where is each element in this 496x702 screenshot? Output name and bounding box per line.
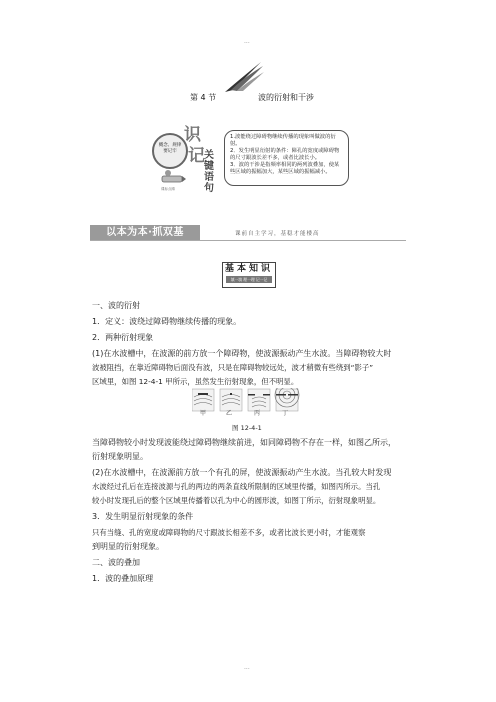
banner-divider — [90, 240, 406, 241]
heading-diffraction: 一、波的衍射 — [92, 301, 140, 310]
key-point-1: 1.波能绕过障碍物继续传播的现象叫做波的衍射。 — [230, 134, 336, 147]
figure-label-d: 丁 — [282, 410, 289, 417]
section-banner: 以本为本·抓双基 — [90, 225, 200, 240]
basic-knowledge-subtitle: 填一填 理一理 记一记 — [226, 276, 272, 283]
paragraph-4b: 到明显的衍射现象。 — [92, 542, 164, 551]
figure-label-a: 甲 — [200, 410, 207, 417]
paragraph-1b: 波被阻挡，在靠近障碍物后面没有波，只是在障碍物较远处，波才稍微有些绕到“影子” — [92, 363, 374, 372]
paragraph-3a: (2)在水波槽中，在波源前方放一个有孔的屏，使波源振动产生水波。当孔较大时发现 — [92, 468, 392, 477]
swoosh-logo-icon — [221, 60, 265, 94]
circle-text-2: 要记牢 — [163, 149, 177, 154]
key-points-bubble — [224, 130, 349, 186]
basic-knowledge-box — [222, 262, 276, 288]
paragraph-two-phenomena: 2．两种衍射现象 — [92, 333, 154, 342]
section-title: 波的衍射和干涉 — [258, 93, 314, 102]
key-point-3: 3．波的干涉是指频率相同的两列波叠加，使某些区域的振幅加大，某些区域的振幅减小。 — [230, 162, 340, 175]
vertical-label: 关 键 语 句 — [204, 150, 214, 194]
paragraph-1c: 区域里，如图 12-4-1 甲所示，虽然发生衍射现象，但不明显。 — [92, 377, 299, 386]
key-point-2: 2．发生明显衍射的条件：障孔的宽度或障碍物的尺寸跟波长差不多，或者比波长小。 — [230, 148, 340, 161]
section-number: 第 4 节 — [190, 93, 217, 102]
paragraph-2b: 衍射现象明显。 — [92, 452, 148, 461]
paragraph-3c: 较小时发现孔后的整个区域里传播着以孔为中心的圆形波，如图丁所示，衍射现象明显。 — [92, 496, 381, 505]
paragraph-1a: (1)在水波槽中，在波源的前方放一个障碍物，使波源振动产生水波。当障碍物较大时 — [92, 349, 392, 358]
pen-illustration-icon — [160, 168, 186, 186]
paragraph-conditions-heading: 3．发生明显衍射现象的条件 — [92, 512, 194, 521]
big-char-1: 识 — [184, 125, 201, 145]
pen-caption: 课标点睛 — [161, 187, 175, 191]
paragraph-definition: 1．定义：波绕过障碍物继续传播的现象。 — [92, 317, 242, 326]
figure-label-c: 丙 — [254, 410, 261, 417]
footer-dots: ... — [244, 664, 250, 671]
figure-caption: 图 12-4-1 — [232, 424, 262, 432]
big-char-2: 记 — [188, 146, 205, 166]
header-dots: ... — [244, 38, 250, 45]
concept-circle — [152, 133, 188, 169]
heading-superposition: 二、波的叠加 — [92, 558, 140, 567]
banner-subtitle: 课前自主学习，基稳才能楼高 — [235, 231, 320, 237]
paragraph-3b: 水波经过孔后在连接波源与孔的两边的两条直线所限制的区域里传播，如图丙所示。当孔 — [92, 482, 381, 491]
paragraph-superposition-principle: 1．波的叠加原理 — [92, 574, 154, 583]
paragraph-2a: 当障碍物较小时发现波能绕过障碍物继续前进，如同障碍物不存在一样，如图乙所示， — [92, 438, 396, 447]
basic-knowledge-title: 基本知识 — [224, 264, 273, 274]
paragraph-4a: 只有当缝、孔的宽度或障碍物的尺寸跟波长相差不多，或者比波长更小时，才能观察 — [92, 528, 366, 537]
figure-label-b: 乙 — [226, 410, 233, 417]
circle-text-1: 概念、规律 — [158, 143, 182, 148]
